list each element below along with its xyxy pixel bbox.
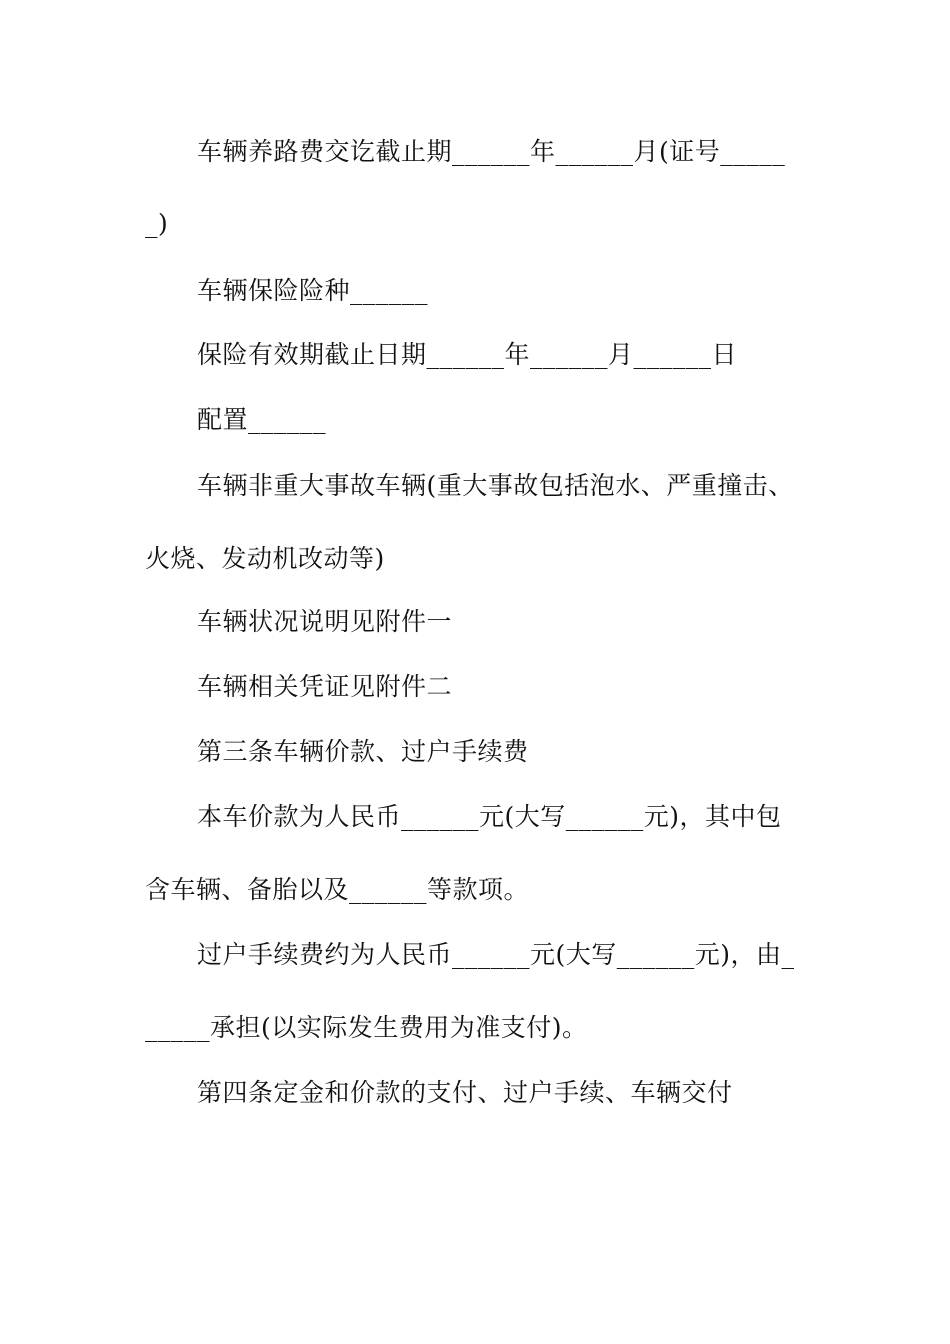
insurance-expiry-line: 保险有效期截止日期______年______月______日 <box>197 340 738 369</box>
transfer-fee-line: 过户手续费约为人民币______元(大写______元)，由_ <box>197 940 795 969</box>
article-four-heading: 第四条定金和价款的支付、过户手续、车辆交付 <box>197 1078 733 1107</box>
accident-line-cont: 火烧、发动机改动等) <box>145 544 385 573</box>
transfer-fee-line-cont: _____承担(以实际发生费用为准支付)。 <box>145 1013 588 1042</box>
accident-line: 车辆非重大事故车辆(重大事故包括泡水、严重撞击、 <box>197 471 794 500</box>
vehicle-condition-line: 车辆状况说明见附件一 <box>197 607 453 636</box>
insurance-type-line: 车辆保险险种______ <box>197 276 429 305</box>
road-fee-line: 车辆养路费交讫截止期______年______月(证号_____ <box>197 137 786 166</box>
price-line-cont: 含车辆、备胎以及______等款项。 <box>145 875 530 904</box>
price-line: 本车价款为人民币______元(大写______元)，其中包 <box>197 802 782 831</box>
vehicle-documents-line: 车辆相关凭证见附件二 <box>197 672 453 701</box>
road-fee-line-cont: _) <box>145 209 169 238</box>
article-three-heading: 第三条车辆价款、过户手续费 <box>197 737 529 766</box>
configuration-line: 配置______ <box>197 405 327 434</box>
